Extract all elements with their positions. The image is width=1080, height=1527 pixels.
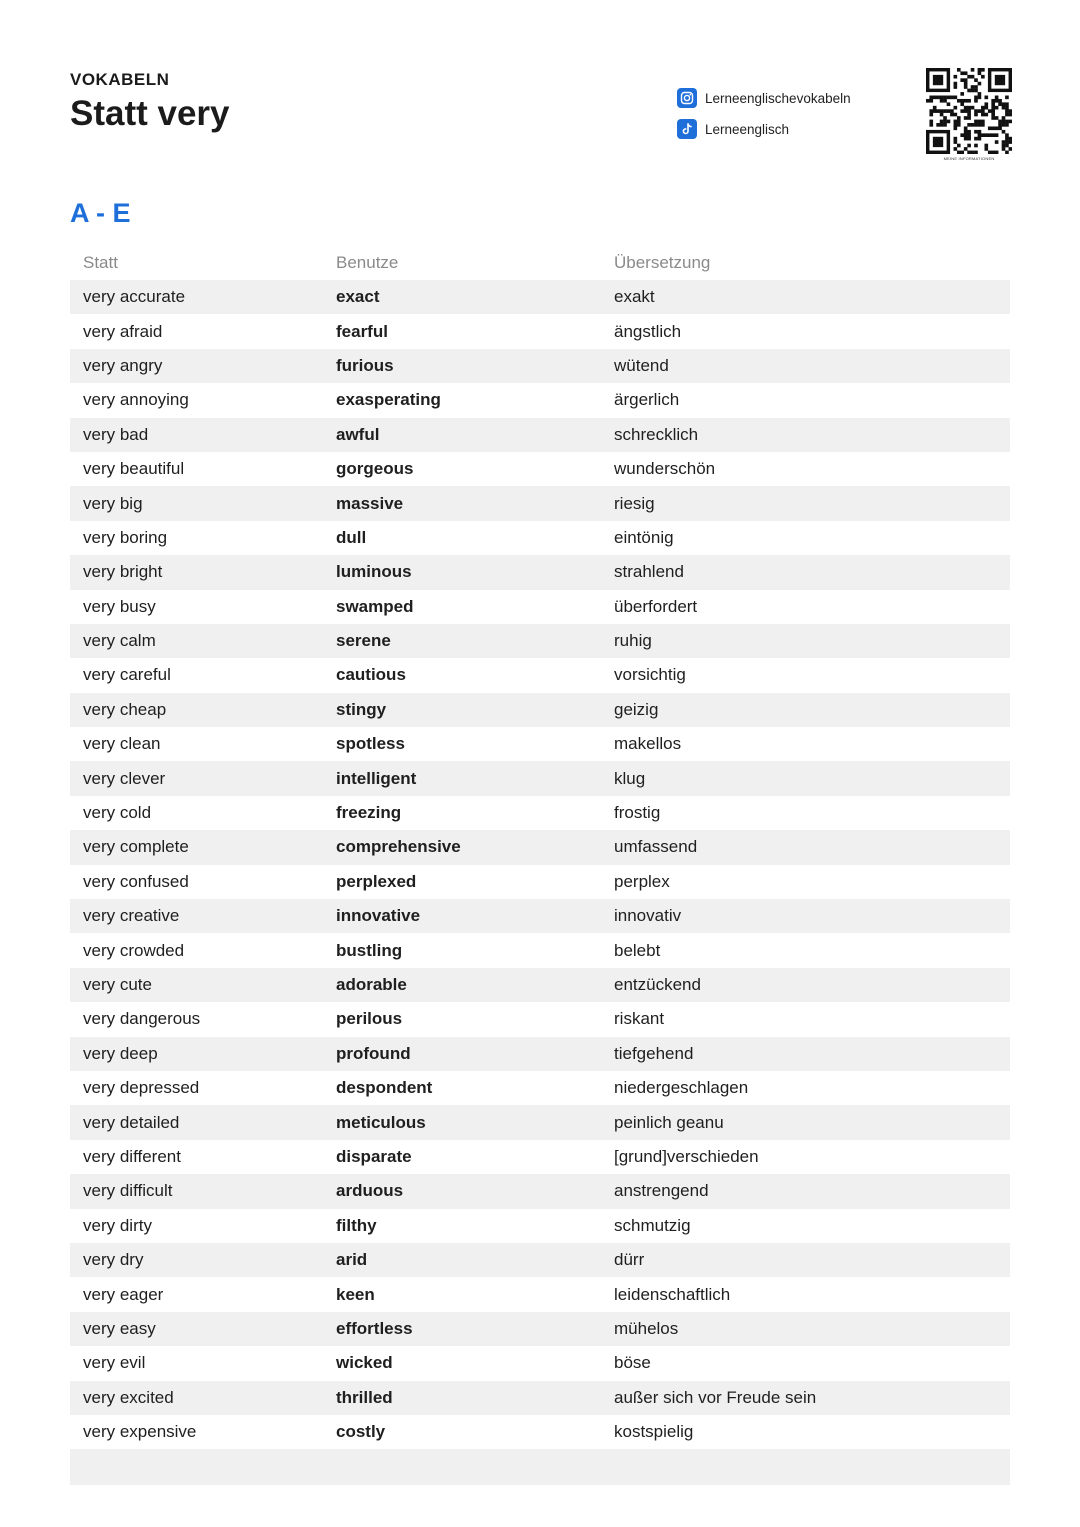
- uebersetzung-cell: ärgerlich: [614, 390, 680, 410]
- benutze-cell: spotless: [336, 734, 405, 754]
- uebersetzung-cell: peinlich geanu: [614, 1112, 724, 1132]
- uebersetzung-cell: belebt: [614, 940, 661, 960]
- benutze-cell: perilous: [336, 1009, 403, 1029]
- social-instagram[interactable]: [677, 87, 851, 109]
- statt-cell: very clean: [83, 734, 161, 754]
- table-row: [70, 796, 1010, 830]
- benutze-cell: perplexed: [336, 871, 417, 891]
- benutze-cell: awful: [336, 424, 380, 444]
- statt-cell: very easy: [83, 1318, 156, 1338]
- benutze-cell: intelligent: [336, 768, 417, 788]
- uebersetzung-cell: anstrengend: [614, 1181, 709, 1201]
- table-row: [70, 521, 1010, 555]
- uebersetzung-cell: frostig: [614, 803, 661, 823]
- benutze-cell: filthy: [336, 1215, 377, 1235]
- table-header: [70, 246, 1010, 280]
- uebersetzung-cell: tiefgehend: [614, 1043, 694, 1063]
- uebersetzung-cell: ruhig: [614, 631, 652, 651]
- uebersetzung-cell: mühelos: [614, 1318, 679, 1338]
- uebersetzung-cell: dürr: [614, 1250, 645, 1270]
- uebersetzung-cell: perplex: [614, 871, 670, 891]
- statt-cell: very busy: [83, 596, 156, 616]
- benutze-cell: effortless: [336, 1318, 413, 1338]
- benutze-cell: comprehensive: [336, 837, 461, 857]
- statt-cell: very depressed: [83, 1078, 200, 1098]
- benutze-cell: gorgeous: [336, 459, 414, 479]
- table-row: [70, 1174, 1010, 1208]
- uebersetzung-cell: innovativ: [614, 906, 682, 926]
- statt-cell: very complete: [83, 837, 189, 857]
- header-uebersetzung: Übersetzung: [614, 253, 711, 272]
- statt-cell: very bright: [83, 562, 163, 582]
- table-row: [70, 590, 1010, 624]
- benutze-cell: freezing: [336, 803, 402, 823]
- table-row: [70, 899, 1010, 933]
- uebersetzung-cell: schmutzig: [614, 1215, 691, 1235]
- statt-cell: very crowded: [83, 940, 185, 960]
- table-row: [70, 383, 1010, 417]
- uebersetzung-cell: wunderschön: [614, 459, 716, 479]
- header-statt: Statt: [83, 253, 118, 272]
- benutze-cell: serene: [336, 631, 391, 651]
- benutze-cell: thrilled: [336, 1387, 393, 1407]
- table-row: [70, 624, 1010, 658]
- table-row: [70, 865, 1010, 899]
- statt-cell: very evil: [83, 1353, 146, 1373]
- statt-cell: very annoying: [83, 390, 189, 410]
- instagram-icon: [677, 88, 697, 108]
- table-row: [70, 452, 1010, 486]
- statt-cell: very beautiful: [83, 459, 185, 479]
- statt-cell: very accurate: [83, 287, 186, 307]
- statt-cell: very calm: [83, 631, 156, 651]
- page-title: Statt very: [70, 94, 230, 133]
- table-row: [70, 1105, 1010, 1139]
- table-row: [70, 1209, 1010, 1243]
- statt-cell: very expensive: [83, 1422, 197, 1442]
- uebersetzung-cell: böse: [614, 1353, 651, 1373]
- table-row: [70, 1346, 1010, 1380]
- social-links: [677, 87, 851, 149]
- uebersetzung-cell: umfassend: [614, 837, 698, 857]
- uebersetzung-cell: ängstlich: [614, 321, 682, 341]
- table-row-empty: [70, 1449, 1010, 1485]
- table-row: [70, 1312, 1010, 1346]
- tiktok-handle: Lerneenglisch: [705, 121, 790, 137]
- section-title: A - E: [70, 198, 131, 228]
- table-row: [70, 1002, 1010, 1036]
- uebersetzung-cell: eintönig: [614, 527, 674, 547]
- statt-cell: very dangerous: [83, 1009, 201, 1029]
- benutze-cell: fearful: [336, 321, 388, 341]
- statt-cell: very cheap: [83, 699, 167, 719]
- benutze-cell: disparate: [336, 1146, 412, 1166]
- uebersetzung-cell: [grund]verschieden: [614, 1146, 759, 1166]
- statt-cell: very eager: [83, 1284, 164, 1304]
- qr-code-icon: [926, 68, 1012, 154]
- uebersetzung-cell: wütend: [614, 355, 669, 375]
- table-row: [70, 555, 1010, 589]
- statt-cell: very cold: [83, 803, 152, 823]
- statt-cell: very afraid: [83, 321, 163, 341]
- uebersetzung-cell: überfordert: [614, 596, 698, 616]
- uebersetzung-cell: strahlend: [614, 562, 684, 582]
- table-row: [70, 968, 1010, 1002]
- table-row: [70, 1415, 1010, 1449]
- benutze-cell: stingy: [336, 699, 387, 719]
- table-row: [70, 280, 1010, 314]
- table-row: [70, 658, 1010, 692]
- statt-cell: very dirty: [83, 1215, 152, 1235]
- statt-cell: very big: [83, 493, 143, 513]
- statt-cell: very confused: [83, 871, 189, 891]
- table-row: [70, 1243, 1010, 1277]
- statt-cell: very creative: [83, 906, 180, 926]
- uebersetzung-cell: exakt: [614, 287, 655, 307]
- benutze-cell: swamped: [336, 596, 414, 616]
- table-row: [70, 1140, 1010, 1174]
- table-row: [70, 1037, 1010, 1071]
- uebersetzung-cell: geizig: [614, 699, 659, 719]
- statt-cell: very careful: [83, 665, 171, 685]
- statt-cell: very dry: [83, 1250, 144, 1270]
- social-tiktok[interactable]: [677, 118, 851, 140]
- tiktok-icon: [677, 119, 697, 139]
- statt-cell: very different: [83, 1146, 181, 1166]
- benutze-cell: costly: [336, 1422, 386, 1442]
- table-row: [70, 830, 1010, 864]
- header-benutze: Benutze: [336, 253, 399, 272]
- table-row: [70, 1277, 1010, 1311]
- statt-cell: very detailed: [83, 1112, 180, 1132]
- benutze-cell: meticulous: [336, 1112, 426, 1132]
- statt-cell: very bad: [83, 424, 149, 444]
- benutze-cell: massive: [336, 493, 404, 513]
- table-row: [70, 418, 1010, 452]
- statt-cell: very angry: [83, 355, 163, 375]
- statt-cell: very boring: [83, 527, 168, 547]
- table-row: [70, 349, 1010, 383]
- table-body: [70, 280, 1010, 1485]
- table-row: [70, 1071, 1010, 1105]
- benutze-cell: wicked: [336, 1353, 393, 1373]
- uebersetzung-cell: außer sich vor Freude sein: [614, 1387, 817, 1407]
- uebersetzung-cell: schrecklich: [614, 424, 699, 444]
- table-row: [70, 933, 1010, 967]
- benutze-cell: cautious: [336, 665, 406, 685]
- qr-code[interactable]: [926, 68, 1012, 161]
- benutze-cell: despondent: [336, 1078, 433, 1098]
- table-row: [70, 486, 1010, 520]
- benutze-cell: luminous: [336, 562, 412, 582]
- vocab-table: [70, 246, 1010, 1485]
- table-row: [70, 1381, 1010, 1415]
- uebersetzung-cell: riskant: [614, 1009, 665, 1029]
- benutze-cell: arduous: [336, 1181, 404, 1201]
- qr-caption: MEINE INFORMATIONEN: [943, 156, 995, 161]
- uebersetzung-cell: makellos: [614, 734, 682, 754]
- benutze-cell: adorable: [336, 975, 407, 994]
- uebersetzung-cell: entzückend: [614, 975, 701, 994]
- benutze-cell: dull: [336, 527, 367, 547]
- benutze-cell: profound: [336, 1043, 411, 1063]
- benutze-cell: arid: [336, 1250, 368, 1270]
- statt-cell: very difficult: [83, 1181, 173, 1201]
- uebersetzung-cell: vorsichtig: [614, 665, 686, 685]
- uebersetzung-cell: leidenschaftlich: [614, 1284, 731, 1304]
- benutze-cell: innovative: [336, 906, 421, 926]
- benutze-cell: exasperating: [336, 390, 441, 410]
- table-row: [70, 761, 1010, 795]
- uebersetzung-cell: riesig: [614, 493, 655, 513]
- benutze-cell: keen: [336, 1284, 375, 1304]
- benutze-cell: furious: [336, 355, 394, 375]
- statt-cell: very clever: [83, 768, 166, 788]
- instagram-handle: Lerneenglischevokabeln: [705, 90, 851, 106]
- uebersetzung-cell: klug: [614, 768, 646, 788]
- statt-cell: very excited: [83, 1387, 174, 1407]
- table-row: [70, 727, 1010, 761]
- uebersetzung-cell: kostspielig: [614, 1422, 694, 1442]
- statt-cell: very deep: [83, 1043, 158, 1063]
- statt-cell: very cute: [83, 975, 152, 994]
- table-row: [70, 314, 1010, 348]
- page-kicker: VOKABELN: [70, 70, 170, 89]
- uebersetzung-cell: niedergeschlagen: [614, 1078, 749, 1098]
- benutze-cell: exact: [336, 287, 380, 307]
- benutze-cell: bustling: [336, 940, 403, 960]
- table-row: [70, 693, 1010, 727]
